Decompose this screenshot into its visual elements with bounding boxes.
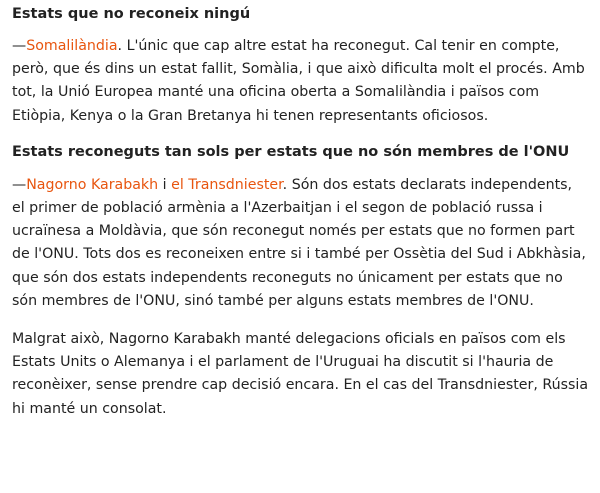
- paragraph-text: . Són dos estats declarats independents, el primer de població armènia a l'Azerbaitjan i el segon de població russa i ucraïnesa a Moldàvia, que són reconegut només per estats que no formen part de l'ONU. Tots dos es reconeixen entre si i també per Ossètia del Sud i Abkhàsia, que són dos estats independents reconeguts no únicament per estats que no són membres de l'ONU, sinó també per alguns estats membres de l'ONU.: [12, 176, 586, 309]
- link-somaliland[interactable]: Somalilàndia: [26, 38, 118, 54]
- paragraph-text: . L'únic que cap altre estat ha reconegut. Cal tenir en compte, però, que és dins un estat fallit, Somàlia, i que això dificulta molt el procés. Amb tot, la Unió Europea manté una oficina oberta a Somalilàndia i països com Etiòpia, Kenya o la Gran Bretanya hi tenen representants oficiosos.: [12, 38, 585, 124]
- paragraph-delegations: Malgrat això, Nagorno Karabakh manté delegacions oficials en països com els Estats Units o Alemanya i el parlament de l'Uruguai ha discutit si l'hauria de reconèixer, sense prendre cap decisió encara. En el cas del Transdniester, Rússia hi manté un consolat.: [12, 331, 589, 417]
- link-transdniester[interactable]: el Transdniester: [171, 176, 283, 193]
- link-nagorno-karabakh[interactable]: Nagorno Karabakh: [26, 176, 159, 193]
- dash: —: [12, 176, 27, 193]
- section-heading-unrecognized: Estats que no reconeix ningú: [12, 6, 251, 22]
- section-heading-non-un-recognized: Estats reconeguts tan sols per estats que no són membres de l'ONU: [12, 143, 570, 160]
- paragraph-karabakh-transdniester: [12, 174, 588, 313]
- dash: —: [12, 38, 27, 54]
- conjunction-text: i: [158, 176, 172, 193]
- paragraph-somaliland: [12, 35, 588, 128]
